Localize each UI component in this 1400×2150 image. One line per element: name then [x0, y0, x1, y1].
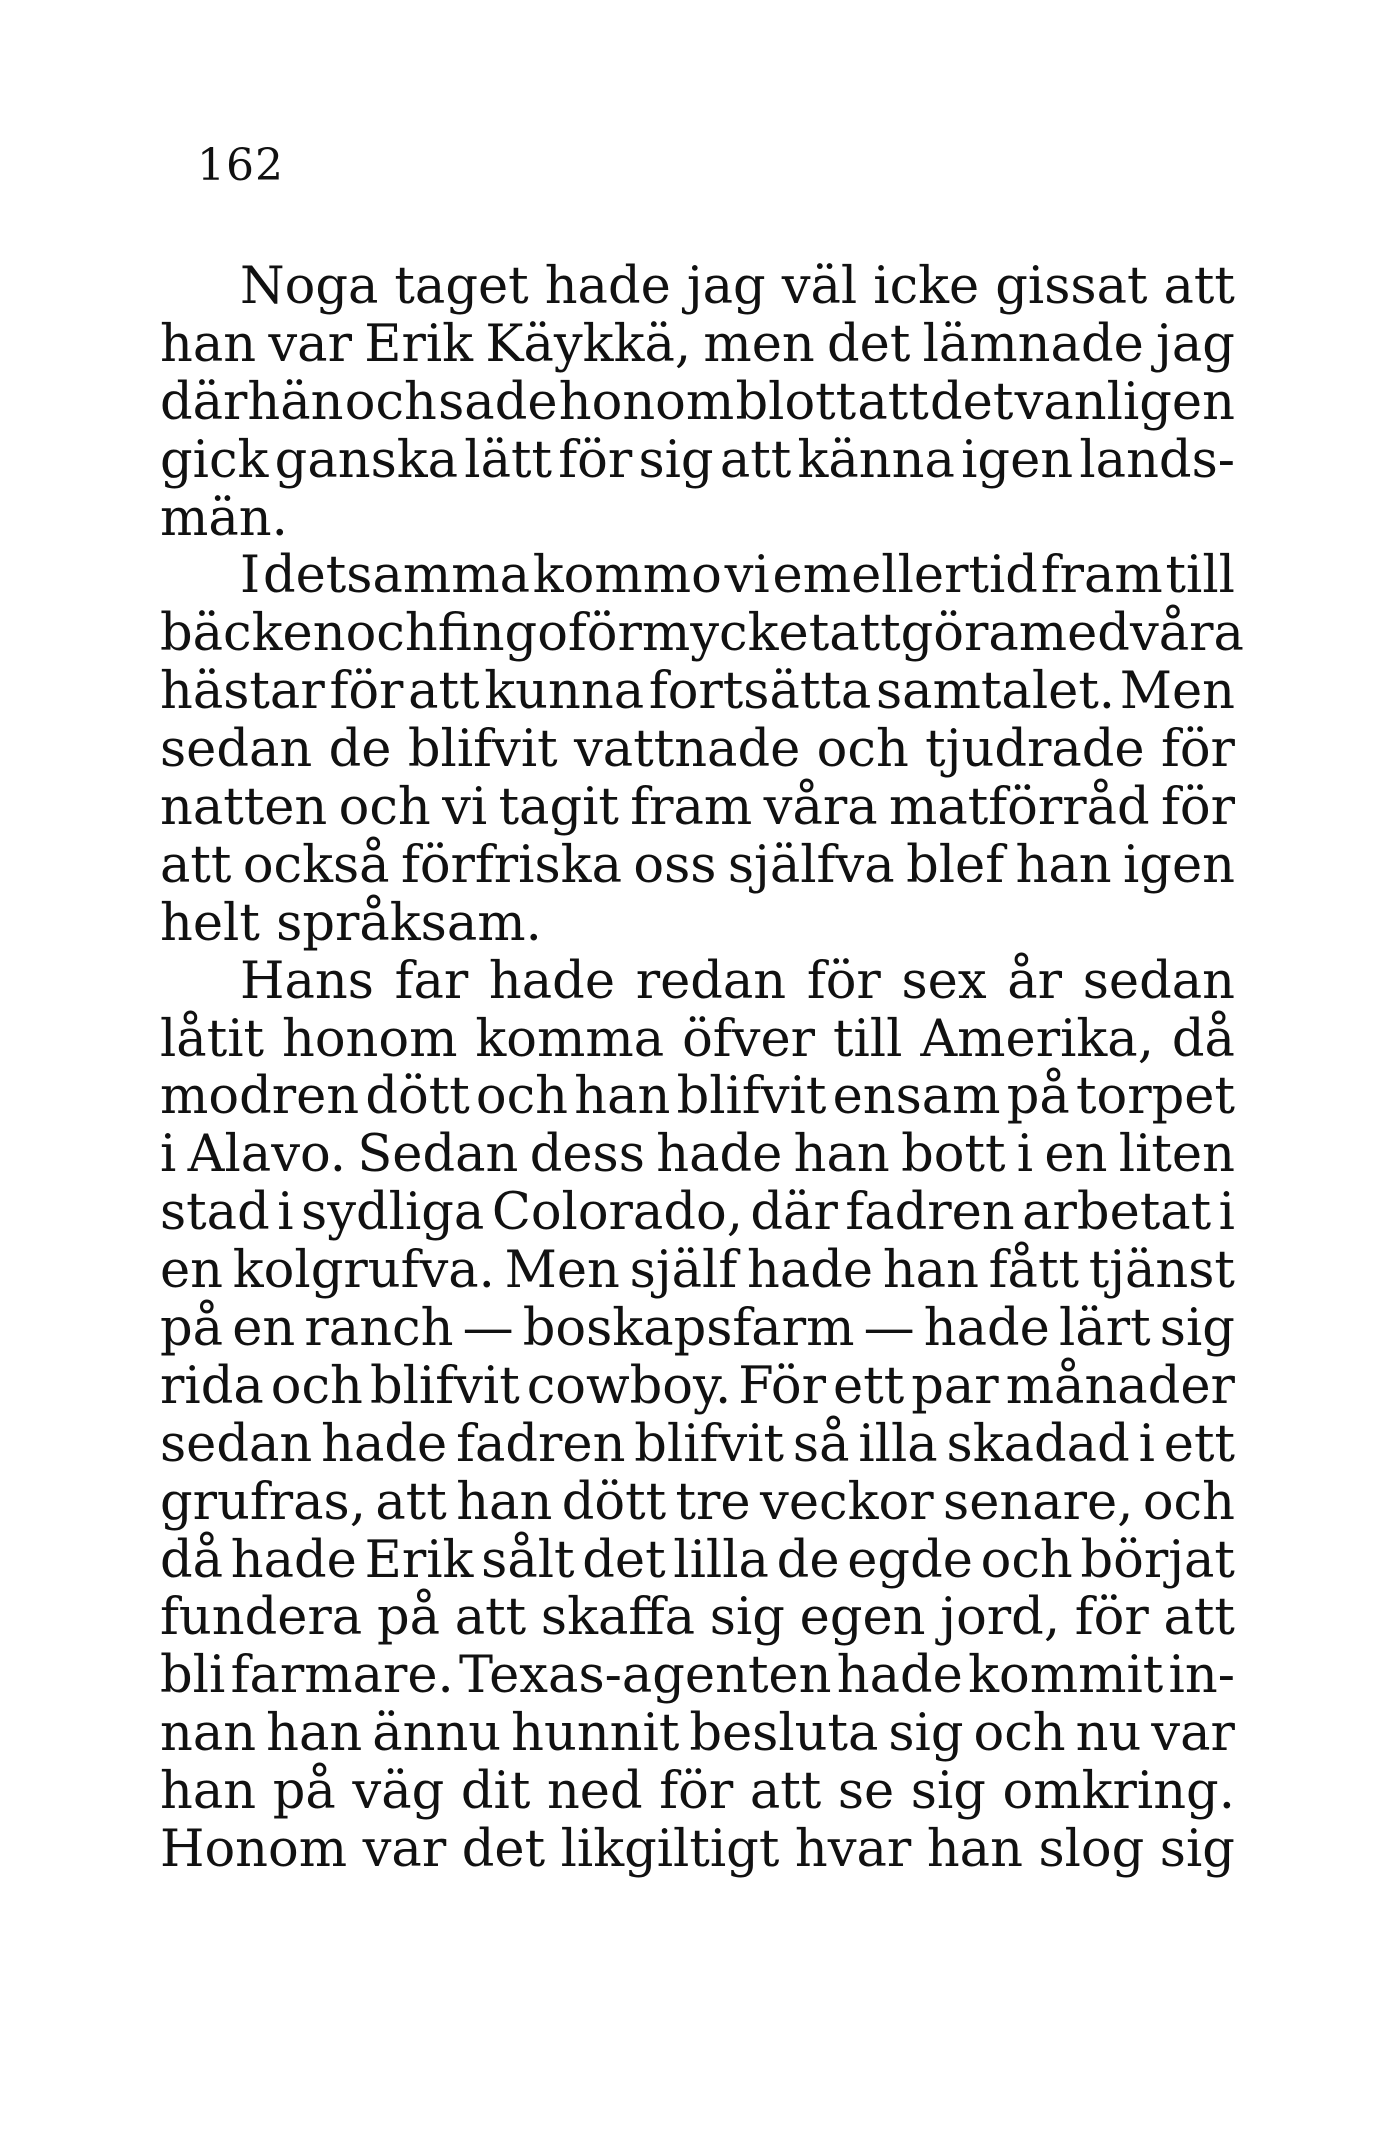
- word: för: [659, 1762, 734, 1822]
- word: lilla: [673, 1530, 769, 1590]
- word: omkring.: [1002, 1762, 1235, 1822]
- word: liten: [1118, 1125, 1235, 1185]
- word: låtit: [160, 1009, 265, 1069]
- word: hade: [746, 1241, 874, 1301]
- word: sig: [709, 1588, 785, 1648]
- text-line: [160, 1126, 1235, 1184]
- word: boskapsfarm: [522, 1299, 855, 1359]
- word: egde: [847, 1530, 973, 1590]
- word: att: [749, 1762, 822, 1822]
- word: vanligen: [1014, 372, 1235, 432]
- word: sedan: [160, 1414, 313, 1474]
- word: sig: [910, 1762, 986, 1822]
- word: stad: [160, 1183, 270, 1243]
- word: känna: [797, 430, 955, 490]
- text-line: [160, 663, 1235, 721]
- word: hvar: [794, 1820, 912, 1880]
- word: honom: [281, 1009, 458, 1069]
- word: Alavo.: [187, 1125, 347, 1185]
- word: han: [793, 1125, 890, 1185]
- text-line: [160, 1474, 1235, 1532]
- word: se: [837, 1762, 895, 1822]
- word: gissat: [995, 257, 1148, 316]
- word: att: [375, 1472, 447, 1532]
- word: månader: [1005, 1356, 1235, 1416]
- word: tjänst: [1088, 1241, 1235, 1301]
- word: icke: [873, 257, 980, 316]
- word: ensam: [832, 1067, 1001, 1127]
- word: till: [1165, 546, 1235, 606]
- word: där: [750, 1183, 838, 1243]
- word: dött: [365, 1067, 470, 1127]
- word: öfver: [682, 1009, 816, 1069]
- word: till: [832, 1009, 903, 1069]
- text-line: [160, 547, 1235, 605]
- word: han: [926, 1820, 1023, 1880]
- word: Noga: [240, 257, 379, 316]
- word: ranch: [304, 1299, 454, 1359]
- word: I: [240, 546, 261, 606]
- word: taget: [394, 257, 529, 316]
- word: sålt: [481, 1530, 575, 1590]
- word: de: [776, 1530, 840, 1590]
- word: illa: [858, 1414, 938, 1474]
- word: ned: [546, 1762, 643, 1822]
- word: ganska: [274, 430, 459, 490]
- word: hade: [321, 1414, 448, 1474]
- word: Erik: [364, 1530, 474, 1590]
- word: för: [329, 662, 404, 722]
- word: Honom: [160, 1820, 348, 1880]
- word: dess: [529, 1125, 645, 1185]
- word: in-: [1168, 1646, 1235, 1706]
- word: därhän: [160, 372, 344, 432]
- word: kolgrufva.: [232, 1241, 495, 1301]
- word: —: [462, 1299, 514, 1359]
- word: och: [475, 1067, 569, 1127]
- word: det: [827, 314, 911, 374]
- word: lands-: [1079, 430, 1235, 490]
- word: par: [911, 1356, 999, 1416]
- word: fingo: [437, 604, 568, 664]
- word: att: [829, 604, 901, 664]
- word: på: [1006, 1067, 1070, 1127]
- text-line: [160, 779, 1235, 837]
- word: att: [160, 835, 232, 895]
- word: män.: [160, 488, 288, 548]
- word: kunna: [484, 662, 645, 722]
- word: igen: [1123, 835, 1235, 895]
- word: att: [408, 662, 480, 722]
- text-line: [160, 1647, 1235, 1705]
- word: hade: [836, 1646, 963, 1706]
- text-line: [160, 490, 1235, 548]
- word: dött: [561, 1472, 667, 1532]
- word: var: [268, 314, 352, 374]
- word: hunnit: [511, 1704, 680, 1764]
- text-line: [160, 432, 1235, 490]
- word: på: [272, 1762, 336, 1822]
- word: kommo: [532, 546, 722, 606]
- word: blifvit: [407, 720, 558, 780]
- word: Amerika,: [920, 1009, 1154, 1069]
- word: hade: [656, 1125, 783, 1185]
- text-line: [160, 1416, 1235, 1474]
- word: blef: [906, 835, 1005, 895]
- word: det: [461, 1820, 546, 1880]
- text-line: [160, 953, 1235, 1011]
- word: sydliga: [301, 1183, 485, 1243]
- word: skadad: [946, 1414, 1130, 1474]
- word: göra: [900, 604, 1019, 664]
- word: på: [376, 1588, 440, 1648]
- word: blifvit: [634, 1414, 785, 1474]
- text-line: [160, 1763, 1235, 1821]
- word: veckor: [760, 1472, 934, 1532]
- word: tagit: [498, 778, 619, 838]
- word: vi: [724, 546, 770, 606]
- word: fortsätta: [648, 662, 872, 722]
- word: i: [1138, 1414, 1155, 1474]
- word: i: [277, 1183, 294, 1243]
- body-text: [160, 257, 1244, 1880]
- word: lärt: [1059, 1299, 1151, 1359]
- text-line: [160, 721, 1235, 779]
- word: på: [160, 1299, 224, 1359]
- word: att: [857, 372, 929, 432]
- word: Men: [504, 1241, 620, 1301]
- word: vi: [442, 778, 488, 838]
- word: och: [973, 1704, 1066, 1764]
- word: med: [1018, 604, 1130, 664]
- word: nan: [160, 1704, 257, 1764]
- word: cowboy.: [526, 1356, 732, 1416]
- text-line: [160, 1242, 1235, 1300]
- word: också: [242, 835, 390, 895]
- word: likgiltigt: [560, 1820, 780, 1880]
- word: ett: [1163, 1414, 1235, 1474]
- word: Men: [1119, 662, 1235, 722]
- word: Hans: [240, 951, 374, 1011]
- word: helt: [160, 893, 260, 953]
- word: våra: [763, 778, 878, 838]
- text-line: [160, 1358, 1235, 1416]
- word: år: [1007, 951, 1063, 1011]
- word: en: [1044, 1125, 1108, 1185]
- word: hade: [923, 1299, 1050, 1359]
- word: och: [1142, 1472, 1235, 1532]
- word: Käykkä,: [485, 314, 692, 374]
- word: far: [394, 951, 469, 1011]
- word: ett: [833, 1356, 905, 1416]
- word: tre: [675, 1472, 751, 1532]
- text-line: [160, 258, 1235, 316]
- word: bli: [160, 1646, 226, 1706]
- word: lämnade: [922, 314, 1144, 374]
- word: han: [1015, 835, 1112, 895]
- word: att: [1163, 1588, 1235, 1648]
- word: för: [806, 951, 881, 1011]
- word: själfva: [727, 835, 895, 895]
- word: för: [567, 604, 642, 664]
- word: Colorado,: [491, 1183, 743, 1243]
- word: han: [160, 314, 257, 374]
- word: han: [160, 1762, 257, 1822]
- word: redan: [635, 951, 787, 1011]
- word: skaffa: [540, 1588, 696, 1648]
- word: men: [703, 314, 815, 374]
- word: slog: [1038, 1820, 1145, 1880]
- word: sig: [1159, 1820, 1235, 1880]
- word: att: [1163, 257, 1235, 316]
- word: fadren: [845, 1183, 1015, 1243]
- word: mycket: [641, 604, 830, 664]
- word: modren: [160, 1067, 360, 1127]
- word: tjudrade: [925, 720, 1145, 780]
- text-line: [160, 1184, 1235, 1242]
- word: gick: [160, 430, 269, 490]
- word: och: [270, 1356, 363, 1416]
- word: honom: [558, 372, 735, 432]
- word: fundera: [160, 1588, 363, 1648]
- word: sig: [1159, 1299, 1235, 1359]
- word: själf: [629, 1241, 738, 1301]
- word: han: [456, 1472, 553, 1532]
- word: sade: [438, 372, 558, 432]
- word: fram: [1040, 546, 1163, 606]
- word: våra: [1129, 604, 1244, 664]
- word: det: [930, 372, 1014, 432]
- word: arbetat: [1022, 1183, 1212, 1243]
- word: igen: [961, 430, 1074, 490]
- word: dit: [460, 1762, 531, 1822]
- word: hade: [544, 257, 671, 316]
- word: samtalet.: [875, 662, 1116, 722]
- text-line: [160, 1300, 1235, 1358]
- word: blifvit: [369, 1356, 520, 1416]
- text-line: [160, 1705, 1235, 1763]
- word: börjat: [1080, 1530, 1235, 1590]
- word: väg: [352, 1762, 445, 1822]
- word: de: [328, 720, 392, 780]
- word: sig: [638, 430, 714, 490]
- word: jag: [686, 257, 766, 316]
- word: för: [1160, 720, 1235, 780]
- text-line: [160, 604, 1244, 664]
- word: och: [816, 720, 909, 780]
- word: senare,: [943, 1472, 1134, 1532]
- word: för: [1161, 778, 1235, 838]
- word: sig: [888, 1704, 964, 1764]
- word: egen: [799, 1588, 926, 1648]
- word: och: [344, 372, 437, 432]
- text-line: [160, 837, 1235, 895]
- word: en: [160, 1241, 224, 1301]
- text-line: [160, 1532, 1235, 1590]
- word: en: [232, 1299, 296, 1359]
- word: och: [345, 604, 438, 664]
- word: så: [792, 1414, 850, 1474]
- word: han: [882, 1241, 979, 1301]
- word: farmare.: [230, 1646, 454, 1706]
- word: bäcken: [160, 604, 346, 664]
- word: —: [863, 1299, 915, 1359]
- word: hade: [230, 1530, 357, 1590]
- word: och: [338, 778, 431, 838]
- text-line: [160, 1068, 1235, 1126]
- text-line: [160, 1011, 1235, 1069]
- word: Texas-agenten: [459, 1646, 832, 1706]
- word: lätt: [464, 430, 553, 490]
- word: vattnade: [574, 720, 801, 780]
- word: detsamma: [262, 546, 530, 606]
- page-number: 162: [197, 140, 284, 191]
- word: ännu: [372, 1704, 502, 1764]
- word: att: [719, 430, 792, 490]
- word: väl: [781, 257, 858, 316]
- text-line: [160, 895, 1235, 953]
- word: grufras,: [160, 1472, 366, 1532]
- word: jord,: [940, 1588, 1061, 1648]
- word: i: [160, 1125, 177, 1185]
- word: För: [738, 1356, 826, 1416]
- word: i: [1016, 1125, 1034, 1185]
- word: blott: [735, 372, 857, 432]
- word: att: [454, 1588, 527, 1648]
- word: komma: [475, 1009, 665, 1069]
- word: då: [160, 1530, 224, 1590]
- text-line: [160, 374, 1235, 432]
- text-line: [160, 316, 1235, 374]
- word: kommit: [968, 1646, 1164, 1706]
- word: hästar: [160, 662, 325, 722]
- word: fått: [988, 1241, 1079, 1301]
- word: för: [558, 430, 633, 490]
- text-line: [160, 1589, 1235, 1647]
- word: bott: [901, 1125, 1006, 1185]
- word: blifvit: [676, 1067, 827, 1127]
- word: oss: [633, 835, 717, 895]
- word: hade: [488, 951, 616, 1011]
- word: besluta: [689, 1704, 879, 1764]
- word: för: [1074, 1588, 1149, 1648]
- text-line: [160, 1821, 1235, 1879]
- word: i: [1218, 1183, 1235, 1243]
- word: var: [1151, 1704, 1235, 1764]
- word: emellertid: [772, 546, 1038, 606]
- word: nu: [1075, 1704, 1142, 1764]
- word: torpet: [1076, 1067, 1235, 1127]
- word: fram: [630, 778, 753, 838]
- word: Sedan: [357, 1125, 519, 1185]
- word: han: [266, 1704, 363, 1764]
- word: sedan: [160, 720, 313, 780]
- word: rida: [160, 1356, 264, 1416]
- word: det: [582, 1530, 666, 1590]
- word: var: [362, 1820, 447, 1880]
- word: matförråd: [889, 778, 1150, 838]
- word: sex: [901, 951, 987, 1011]
- word: fadren: [456, 1414, 626, 1474]
- word: sedan: [1082, 951, 1235, 1011]
- word: jag: [1156, 314, 1235, 374]
- word: språksam.: [276, 893, 542, 953]
- word: Erik: [364, 314, 474, 374]
- word: natten: [160, 778, 328, 838]
- word: och: [980, 1530, 1073, 1590]
- word: han: [574, 1067, 671, 1127]
- word: förfriska: [400, 835, 622, 895]
- word: då: [1171, 1009, 1235, 1069]
